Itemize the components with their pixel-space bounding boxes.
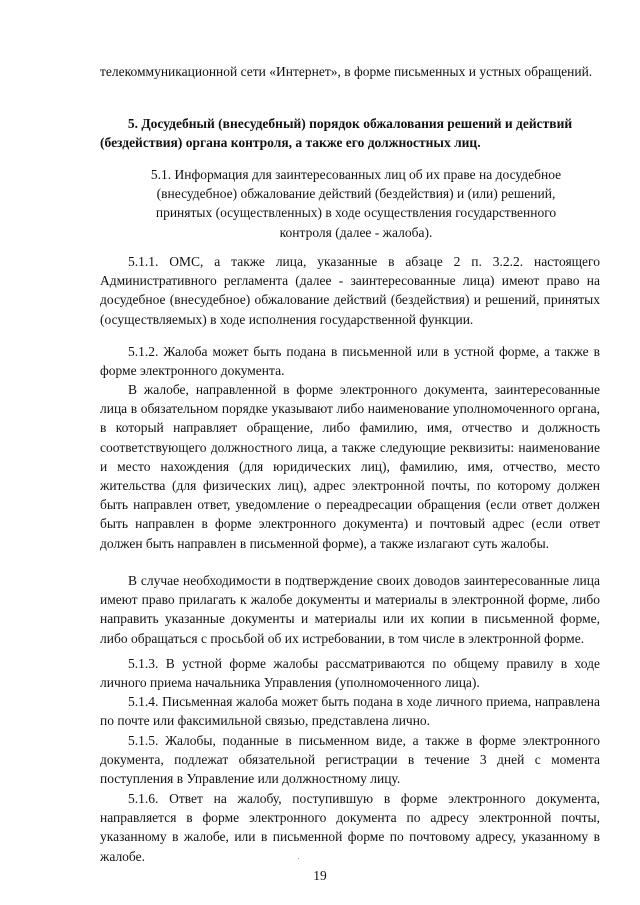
paragraph-5-1-6: 5.1.6. Ответ на жалобу, поступившую в форме электронного документа, направляется в форме электронного документа по адресу электронной почты, указанному в жалобе, или в письменной форме по почтовому адресу, указанному в жалобе. [100,791,600,864]
paragraph-5-1-2: 5.1.2. Жалоба может быть подана в письменной или в устной форме, а также в форме электронного документа. [100,344,600,379]
paragraph-5-1-1: 5.1.1. ОМС, а также лица, указанные в абзаце 2 п. 3.2.2. настоящего Административного регламента (далее - заинтересованные лица) имеют право на досудебное (внесудебное) обжалование действий (бездействия) и решений, принятых (осуществляемых) в ходе исполнения государственной функции. [100,254,600,327]
section-heading: 5. Досудебный (внесудебный) порядок обжалования решений и действий (бездействия) органа контроля, а также его должностных лиц. [100,116,573,151]
paragraph-5-1-4: 5.1.4. Письменная жалоба может быть подана в ходе личного приема, направлена по почте или факсимильной связью, представлена лично. [100,694,600,729]
subsection-5-1-title: 5.1. Информация для заинтересованных лиц об их праве на досудебное (внесудебное) обжалование действий (бездействия) и (или) решений, принятых (осуществленных) в ходе осуществления государственного контроля (далее - жалоба). [150,167,562,240]
page-number: 19 [313,868,327,883]
intro-paragraph-tail: телекоммуникационной сети «Интернет», в форме письменных и устных обращений. [100,64,593,79]
paragraph-5-1-3: 5.1.3. В устной форме жалобы рассматриваются по общему правилу в ходе личного приема начальника Управления (уполномоченного лица). [100,656,600,691]
paragraph-electronic-complaint: В жалобе, направленной в форме электронного документа, заинтересованные лица в обязательном порядке указывают либо наименование уполномоченного органа, в который направляет обращение, либо фамилию, имя, отчество и должность соответствующего должностного лица, а также следующие реквизиты: наименование и место нахождения (для юридических лиц), фамилию, имя, отчество, место жительства (для физических лиц), адрес электронной почты, по которому должен быть направлен ответ, уведомление о переадресации обращения (если ответ должен быть направлен в форме электронного документа) и почтовый адрес (если ответ должен быть направлен в письменной форме), а также излагают суть жалобы. [100,382,600,551]
paragraph-5-1-5: 5.1.5. Жалобы, поданные в письменном виде, а также в форме электронного документа, подлежат обязательной регистрации в течение 3 дней с момента поступления в Управление или должностному лицу. [100,733,600,787]
paragraph-supporting-documents: В случае необходимости в подтверждение своих доводов заинтересованные лица имеют право прилагать к жалобе документы и материалы в электронной форме, либо направить указанные документы и материалы или их копии в письменной форме, либо обращаться с просьбой об их истребовании, в том числе в электронной форме. [100,573,600,646]
scan-speck [298,858,299,859]
